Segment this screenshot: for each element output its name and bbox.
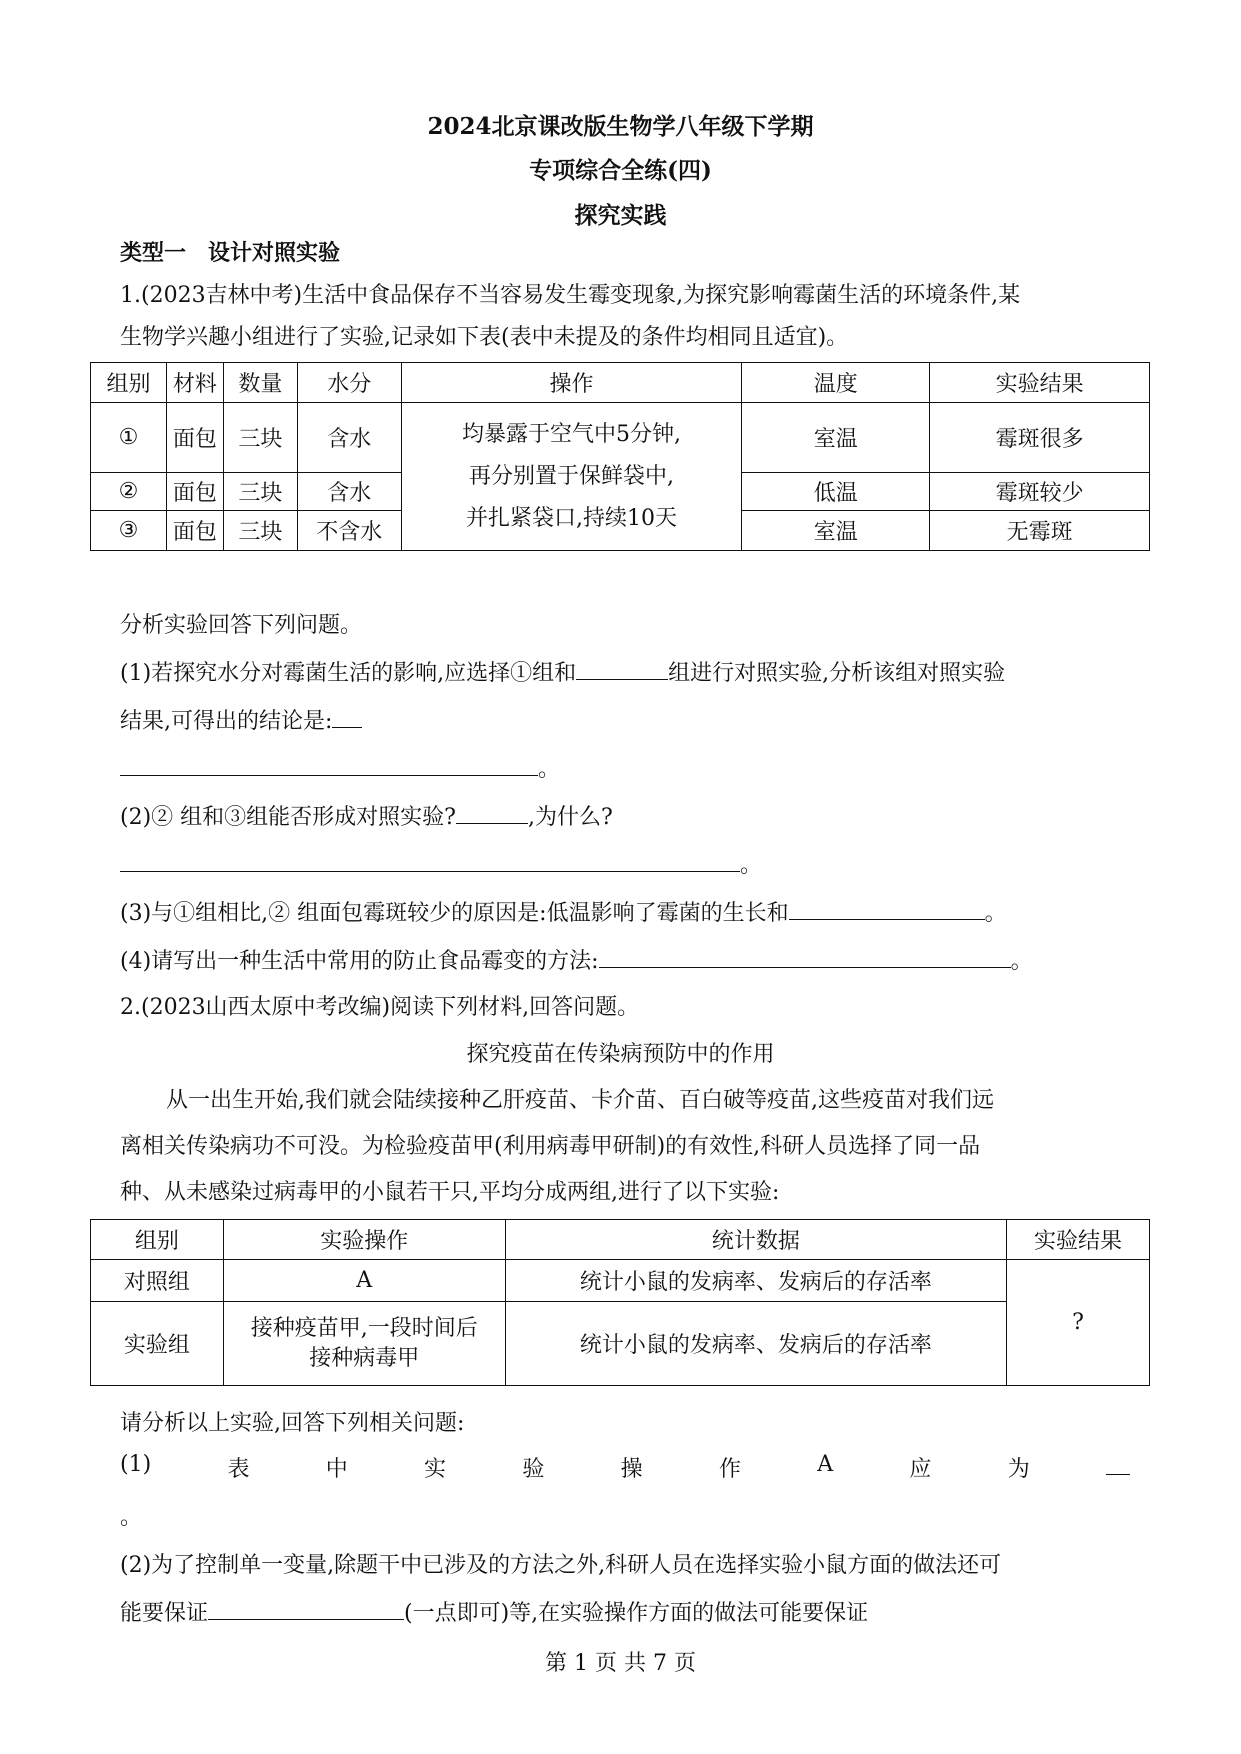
- word: A: [817, 1452, 834, 1477]
- table-header-cell: 实验结果: [930, 363, 1150, 403]
- document-subtitle: 专项综合全练(四): [529, 157, 712, 184]
- period: 。: [1010, 949, 1033, 974]
- period: 。: [984, 901, 1007, 926]
- period: 。: [740, 853, 763, 878]
- operation-line: 均暴露于空气中5分钟,: [462, 421, 682, 447]
- answer-line: [120, 752, 560, 783]
- operation-line: 接种病毒甲: [309, 1345, 420, 1371]
- question-2: 2.(2023山西太原中考改编)阅读下列材料,回答问题。: [120, 995, 640, 1020]
- page-footer: 第 1 页 共 7 页: [545, 1651, 696, 1676]
- temperature-cell: 室温: [742, 511, 930, 551]
- word: 实: [424, 1457, 447, 1482]
- question-1-line-1: 1.(2023吉林中考)生活中食品保存不当容易发生霉变现象,为探究影响霉菌生活的环境条件,某: [120, 283, 1021, 308]
- table-row: [91, 403, 1150, 473]
- table-header-cell: 组别: [91, 363, 167, 403]
- analyze-instruction: 分析实验回答下列问题。: [120, 613, 363, 638]
- table-row: [91, 1302, 1150, 1386]
- answer-blank[interactable]: [332, 705, 362, 728]
- material-cell: 面包: [166, 403, 223, 473]
- sub-question-text: ,为什么?: [527, 805, 613, 830]
- material-title: 探究疫苗在传染病预防中的作用: [466, 1042, 775, 1067]
- word: 表: [227, 1457, 250, 1482]
- answer-blank[interactable]: [1106, 1452, 1130, 1475]
- answer-line: [120, 848, 762, 879]
- section-heading: 类型一 设计对照实验: [120, 240, 341, 266]
- material-paragraph: 离相关传染病功不可没。为检验疫苗甲(利用病毒甲研制)的有效性,科研人员选择了同一品: [120, 1134, 981, 1159]
- sub-question-2: [120, 800, 613, 831]
- result-cell: 霉斑较少: [930, 473, 1150, 511]
- water-cell: 含水: [297, 403, 401, 473]
- quantity-cell: 三块: [223, 511, 297, 551]
- answer-blank[interactable]: [456, 801, 528, 824]
- sub-question-text: (2)② 组和③组能否形成对照实验?: [120, 805, 456, 830]
- result-cell: 无霉斑: [930, 511, 1150, 551]
- answer-blank[interactable]: [599, 945, 1011, 968]
- sub-question-text: (3)与①组相比,② 组面包霉斑较少的原因是:低温影响了霉菌的生长和: [120, 901, 789, 926]
- sub-question-text: (1)若探究水分对霉菌生活的影响,应选择①组和: [120, 661, 577, 686]
- group-cell: ②: [91, 473, 167, 511]
- result-cell: ?: [1007, 1260, 1150, 1386]
- word: (1): [120, 1452, 152, 1477]
- word: 操: [620, 1457, 643, 1482]
- quantity-cell: 三块: [223, 403, 297, 473]
- experiment-table-2: [90, 1219, 1150, 1386]
- table-header-row: [91, 363, 1150, 403]
- table-header-cell: 操作: [401, 363, 742, 403]
- statistics-cell: 统计小鼠的发病率、发病后的存活率: [505, 1260, 1007, 1302]
- document-topic: 探究实践: [574, 202, 667, 229]
- material-cell: 面包: [166, 473, 223, 511]
- answer-blank[interactable]: [789, 897, 985, 920]
- sub-question-2-line-2: [120, 1596, 868, 1627]
- table-header-cell: 统计数据: [505, 1220, 1007, 1260]
- group-cell: 对照组: [91, 1260, 224, 1302]
- sub-question-3: [120, 896, 1007, 927]
- table-header-cell: 材料: [166, 363, 223, 403]
- sub-question-text: (一点即可)等,在实验操作方面的做法可能要保证: [404, 1601, 869, 1626]
- word: 作: [718, 1457, 741, 1482]
- document-title: 2024北京课改版生物学八年级下学期: [427, 113, 814, 140]
- table-header-cell: 水分: [297, 363, 401, 403]
- operation-cell: [223, 1302, 505, 1386]
- table-header-cell: 实验操作: [223, 1220, 505, 1260]
- sub-question-text: 组进行对照实验,分析该组对照实验: [668, 661, 1006, 686]
- sub-question-text: (4)请写出一种生活中常用的防止食品霉变的方法:: [120, 949, 599, 974]
- operation-cell: [401, 403, 742, 551]
- temperature-cell: 室温: [742, 403, 930, 473]
- question-1-line-2: 生物学兴趣小组进行了实验,记录如下表(表中未提及的条件均相同且适宜)。: [120, 325, 849, 350]
- sub-question-text: 能要保证: [120, 1601, 209, 1626]
- water-cell: 含水: [297, 473, 401, 511]
- material-cell: 面包: [166, 511, 223, 551]
- answer-blank[interactable]: [576, 657, 668, 680]
- sub-question-1: [120, 656, 1005, 687]
- table-header-cell: 温度: [742, 363, 930, 403]
- table-header-row: [91, 1220, 1150, 1260]
- sub-question-1-spread: [120, 1452, 1130, 1483]
- answer-blank[interactable]: [208, 1597, 404, 1620]
- experiment-table-1: [90, 362, 1150, 551]
- sub-question-2-line-1: (2)为了控制单一变量,除题干中已涉及的方法之外,科研人员在选择实验小鼠方面的做法还可: [120, 1553, 1002, 1578]
- operation-line: 接种疫苗甲,一段时间后: [250, 1315, 478, 1341]
- material-paragraph: 从一出生开始,我们就会陆续接种乙肝疫苗、卡介苗、百白破等疫苗,这些疫苗对我们远: [166, 1088, 994, 1113]
- statistics-cell: 统计小鼠的发病率、发病后的存活率: [505, 1302, 1007, 1386]
- word: 为: [1007, 1457, 1030, 1482]
- sub-question-4: [120, 944, 1033, 975]
- operation-cell: A: [223, 1260, 505, 1302]
- operation-line: 并扎紧袋口,持续10天: [466, 505, 678, 531]
- group-cell: ③: [91, 511, 167, 551]
- period: 。: [120, 1505, 143, 1530]
- answer-blank[interactable]: [120, 849, 740, 872]
- table-header-cell: 实验结果: [1007, 1220, 1150, 1260]
- analysis-instruction: 请分析以上实验,回答下列相关问题:: [120, 1411, 465, 1436]
- word: 中: [325, 1457, 348, 1482]
- period: 。: [538, 757, 561, 782]
- group-cell: 实验组: [91, 1302, 224, 1386]
- table-header-cell: 组别: [91, 1220, 224, 1260]
- quantity-cell: 三块: [223, 473, 297, 511]
- table-row: [91, 1260, 1150, 1302]
- group-cell: ①: [91, 403, 167, 473]
- result-cell: 霉斑很多: [930, 403, 1150, 473]
- temperature-cell: 低温: [742, 473, 930, 511]
- table-header-cell: 数量: [223, 363, 297, 403]
- operation-line: 再分别置于保鲜袋中,: [469, 463, 675, 489]
- material-paragraph: 种、从未感染过病毒甲的小鼠若干只,平均分成两组,进行了以下实验:: [120, 1180, 780, 1205]
- answer-blank[interactable]: [120, 753, 538, 776]
- word: 验: [522, 1457, 545, 1482]
- water-cell: 不含水: [297, 511, 401, 551]
- word: 应: [909, 1457, 932, 1482]
- sub-question-1-continued: [120, 704, 362, 735]
- sub-question-text: 结果,可得出的结论是:: [120, 709, 333, 734]
